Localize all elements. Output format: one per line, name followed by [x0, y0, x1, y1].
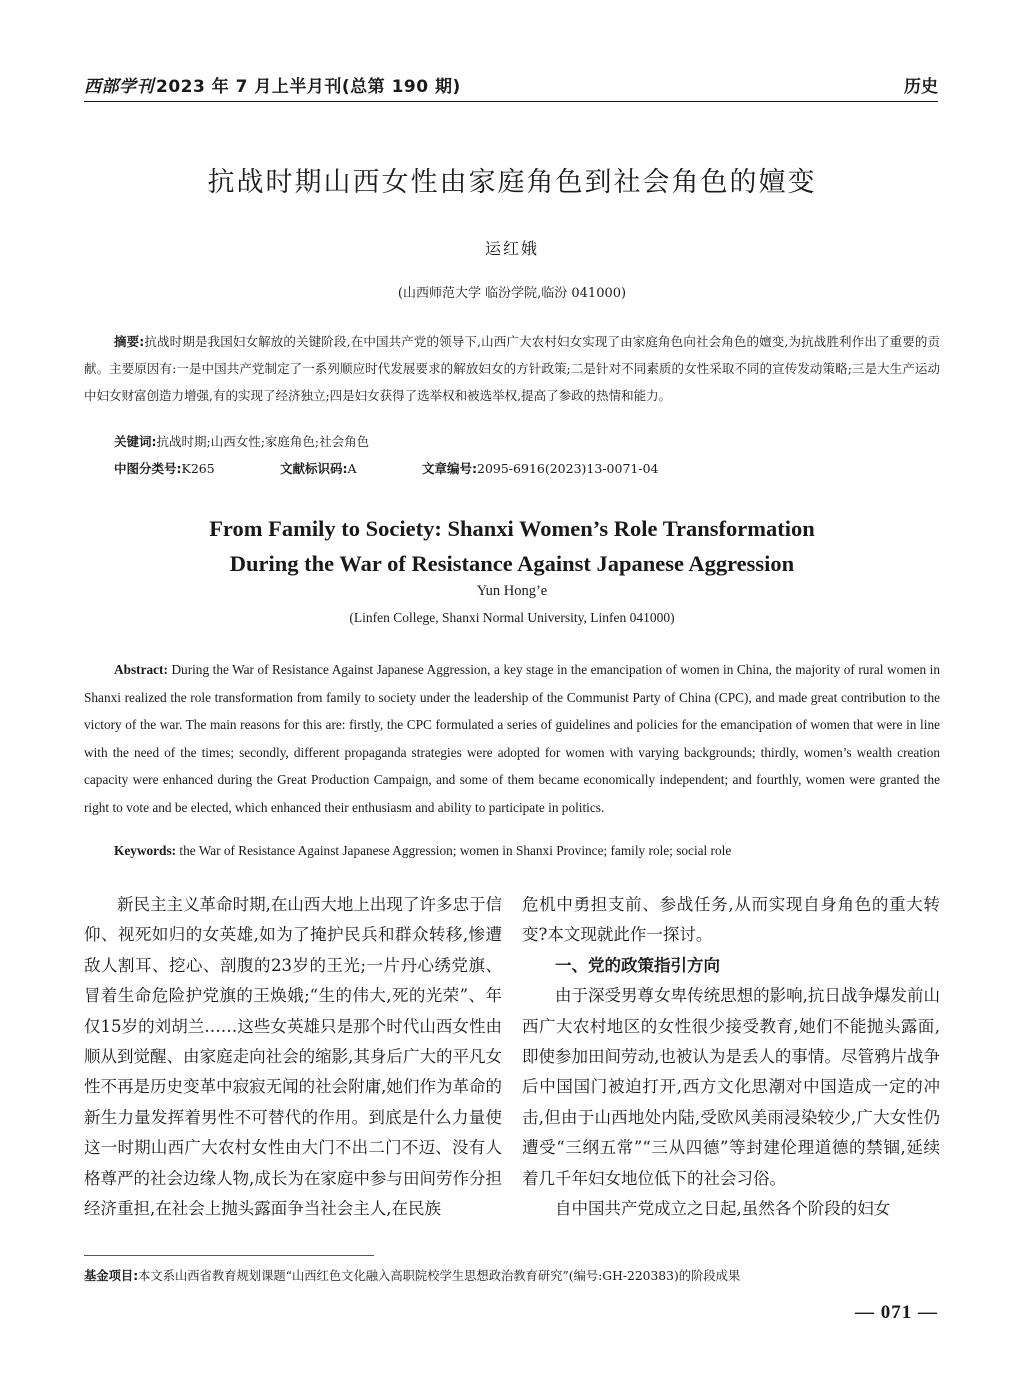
page-number: — 071 — [855, 1302, 938, 1323]
cn-keywords-label: 关键词: [114, 434, 157, 449]
journal-logo: 西部学刊 [84, 77, 154, 97]
article-no-value: 2095-6916(2023)13-0071-04 [477, 461, 659, 476]
cn-abstract-label: 摘要: [114, 334, 145, 349]
issue-info: 2023 年 7 月上半月刊(总第 190 期) [156, 77, 461, 97]
journal-header [84, 72, 461, 97]
cn-keywords-text: 抗战时期;山西女性;家庭角色;社会角色 [156, 434, 370, 449]
footnote-divider [84, 1255, 374, 1256]
en-title-line2: During the War of Resistance Against Japanese Aggression [229, 551, 795, 576]
body-column-right [522, 890, 940, 1224]
body-column-left [84, 890, 502, 1224]
footnote-text: 本文系山西省教育规划课题“山西红色文化融入高职院校学生思想政治教育研究”(编号:GH-220383)的阶段成果 [138, 1269, 741, 1283]
cn-abstract [84, 328, 940, 409]
en-author: Yun Hong’e [476, 583, 548, 599]
footnote-label: 基金项目: [84, 1269, 139, 1283]
en-abstract-text: During the War of Resistance Against Japanese Aggression, a key stage in the emancipation of women in China, the majority of rural women in Shanxi realized the role transformation from family to society under the leadership of the Communist Party of China (CPC), and made great contribution to the victory of the war. The main reasons for this are: firstly, the CPC formulated a series of guidelines and policies for the emancipation of women that were in line with the need of the times; secondly, different propaganda strategies were adopted for women with varying backgrounds; thirdly, women’s wealth creation capacity were enhanced during the Great Production Campaign, and some of them became economically independent; and fourthly, women were granted the right to vote and be elected, which enhanced their enthusiasm and ability to participate in politics. [84, 662, 940, 815]
body-paragraph-continued: 危机中勇担支前、参战任务,从而实现自身角色的重大转变?本文现就此作一探讨。 [522, 895, 940, 945]
en-keywords-label: Keywords: [114, 843, 177, 858]
cn-author: 运红娥 [484, 239, 539, 258]
body-paragraph: 新民主主义革命时期,在山西大地上出现了许多忠于信仰、视死如归的女英雄,如为了掩护民兵和群众转移,惨遭敌人割耳、挖心、剖腹的23岁的王光;一片丹心绣党旗、冒着生命危险护党旗的王焕娥;“生的伟大,死的光荣”、年仅15岁的刘胡兰……这些女英雄只是那个时代山西女性由顺从到觉醒、由家庭走向社会的缩影,其身后广大的平凡女性不再是历史变革中寂寂无闻的社会附庸,她们作为革命的新生力量发挥着男性不可替代的作用。到底是什么力量使这一时期山西广大农村女性由大门不出二门不迈、没有人格尊严的社会边缘人物,成长为在家庭中参与田间劳作分担经济重担,在社会上抛头露面争当社会主人,在民族 [84, 895, 502, 1219]
en-title-line1: From Family to Society: Shanxi Women’s Role Transformation [209, 516, 815, 541]
cn-title: 抗战时期山西女性由家庭角色到社会角色的嬗变 [207, 167, 817, 198]
doc-code-label: 文献标识码: [280, 461, 348, 476]
body-paragraph: 由于深受男尊女卑传统思想的影响,抗日战争爆发前山西广大农村地区的女性很少接受教育,她们不能抛头露面,即使参加田间劳动,也被认为是丢人的事情。尽管鸦片战争后中国国门被迫打开,西方文化思潮对中国造成一定的冲击,但由于山西地处内陆,受欧风美雨浸染较少,广大女性仍遭受“三纲五常”“三从四德”等封建伦理道德的禁锢,延续着几千年妇女地位低下的社会习俗。 [522, 986, 940, 1188]
clc-label: 中图分类号: [114, 461, 182, 476]
funding-footnote [84, 1266, 740, 1286]
header-divider [84, 101, 938, 102]
cn-affiliation: (山西师范大学 临汾学院,临汾 041000) [397, 286, 627, 301]
en-keywords [114, 840, 731, 862]
body-paragraph: 自中国共产党成立之日起,虽然各个阶段的妇女 [555, 1199, 891, 1219]
en-title [0, 511, 1024, 581]
column-name: 历史 [904, 77, 938, 97]
en-keywords-text: the War of Resistance Against Japanese Aggression; women in Shanxi Province; family role; social role [179, 843, 732, 858]
section-heading: 一、党的政策指引方向 [555, 955, 720, 975]
clc-value: K265 [181, 461, 215, 476]
cn-keywords [114, 431, 369, 453]
article-no-label: 文章编号: [422, 461, 477, 476]
cn-abstract-text: 抗战时期是我国妇女解放的关键阶段,在中国共产党的领导下,山西广大农村妇女实现了由家庭角色向社会角色的嬗变,为抗战胜利作出了重要的贡献。主要原因有:一是中国共产党制定了一系列顺应时代发展要求的解放妇女的方针政策;二是针对不同素质的女性采取不同的宣传发动策略;三是大生产运动中妇女财富创造力增强,有的实现了经济独立;四是妇女获得了选举权和被选举权,提高了参政的热情和能力。 [84, 334, 940, 403]
en-abstract-label: Abstract: [114, 662, 168, 677]
cn-classification [114, 458, 940, 480]
en-abstract [84, 656, 940, 821]
en-affiliation: (Linfen College, Shanxi Normal University, Linfen 041000) [349, 610, 675, 625]
doc-code-value: A [347, 461, 357, 476]
